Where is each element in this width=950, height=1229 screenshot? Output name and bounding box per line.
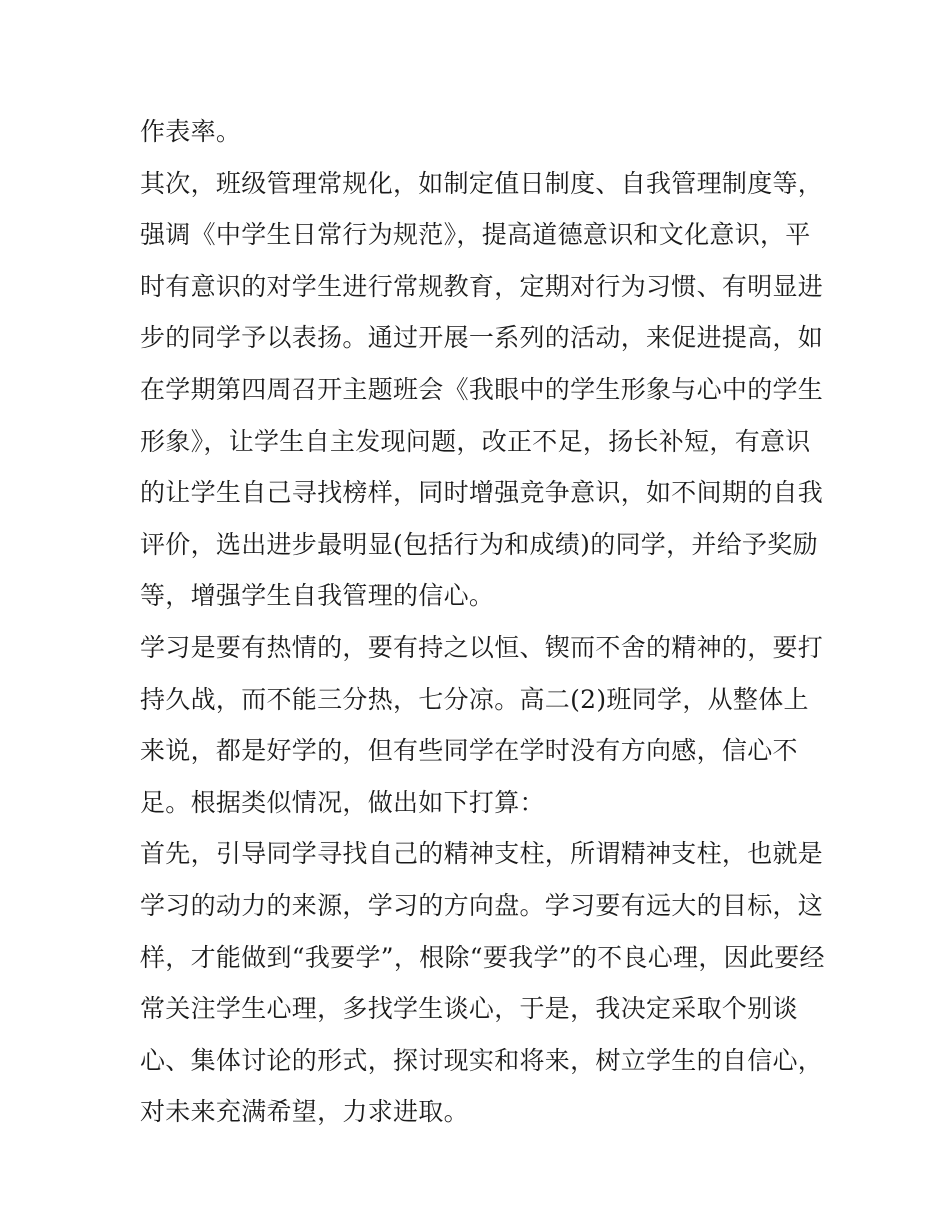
text-line: 强调《中学生日常行为规范》，提高道德意识和文化意识，平 — [140, 220, 811, 250]
text-line: 评价，选出进步最明显(包括行为和成绩)的同学，并给予奖励 — [140, 529, 818, 559]
text-line: 形象》，让学生自主发现问题，改正不足，扬长补短，有意识 — [140, 426, 811, 456]
text-line: 等，增强学生自我管理的信心。 — [140, 581, 495, 611]
text-line: 常关注学生心理，多找学生谈心，于是，我决定采取个别谈 — [140, 994, 798, 1024]
body-text — [140, 106, 825, 1138]
text-line: 对未来充满希望，力求进取。 — [140, 1097, 469, 1127]
text-line: 学习的动力的来源，学习的方向盘。学习要有远大的目标，这 — [140, 890, 824, 920]
text-line: 学习是要有热情的，要有持之以恒、锲而不舍的精神的，要打 — [140, 632, 824, 662]
text-line: 首先，引导同学寻找自己的精神支柱，所谓精神支柱，也就是 — [140, 839, 824, 869]
text-line: 心、集体讨论的形式，探讨现实和将来，树立学生的自信心， — [140, 1045, 824, 1075]
text-line: 步的同学予以表扬。通过开展一系列的活动，来促进提高，如 — [140, 323, 824, 353]
text-line: 持久战，而不能三分热，七分凉。高二(2)班同学，从整体上 — [140, 684, 809, 714]
text-line: 来说，都是好学的，但有些同学在学时没有方向感，信心不 — [140, 736, 798, 766]
text-line: 足。根据类似情况，做出如下打算： — [140, 787, 545, 817]
text-line: 样，才能做到“我要学”，根除“要我学”的不良心理，因此要经 — [140, 942, 825, 972]
text-line: 的让学生自己寻找榜样，同时增强竞争意识，如不间期的自我 — [140, 478, 824, 508]
text-line: 在学期第四周召开主题班会《我眼中的学生形象与心中的学生 — [140, 374, 824, 404]
text-line: 其次，班级管理常规化，如制定值日制度、自我管理制度等， — [140, 168, 824, 198]
text-line: 作表率。 — [140, 117, 242, 146]
text-line: 时有意识的对学生进行常规教育，定期对行为习惯、有明显进 — [140, 271, 824, 301]
